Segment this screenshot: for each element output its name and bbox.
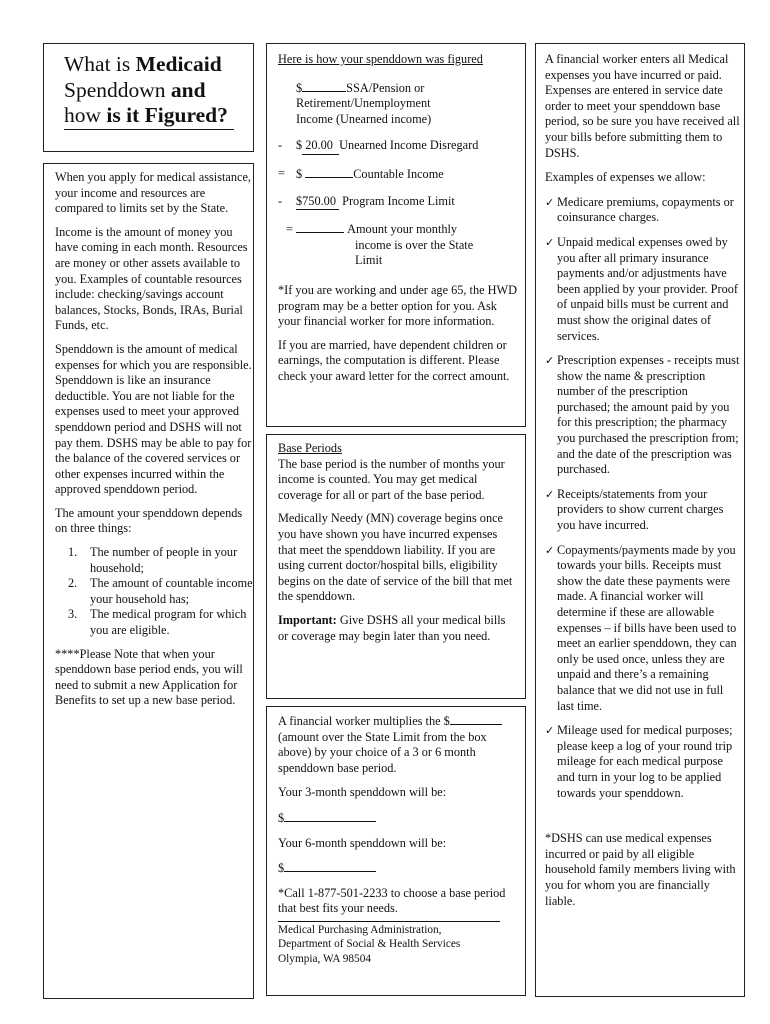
worker-paragraph: A financial worker enters all Medical expenses you have incurred or paid. Expenses are entered in service date order to meet your spenddown base period, so be sure you have received all your bills before submitting them to DSHS. bbox=[545, 52, 740, 160]
ssa-line-3: Income (Unearned income) bbox=[296, 111, 432, 126]
base-periods-heading: Base Periods bbox=[278, 441, 342, 455]
coverage-paragraph: Medically Needy (MN) coverage begins once you have shown you have incurred expenses that meet the spenddown liability. If you are using current doctor/hospital bills, eligibility begins on the date of service of the bill that met the spenddown. bbox=[278, 511, 513, 604]
list-item: 2. The amount of countable income your household has; bbox=[68, 576, 253, 606]
married-paragraph: If you are married, have dependent children or earnings, the computation is different. Please check your award letter for the correct amount. bbox=[278, 337, 510, 383]
ssa-line-2: Retirement/Unemployment bbox=[296, 96, 431, 111]
hwd-paragraph: *If you are working and under age 65, the HWD program may be a better option for you. Ask your financial worker for more information. bbox=[278, 282, 518, 329]
income-paragraph: Income is the amount of money you have coming in each month. Resources are money or other assets available to you. Examples of countable resources include: checking/savings account balances, Stocks, Bonds, IRAs, Burial Funds, etc. bbox=[55, 224, 248, 333]
base-period-paragraph: The base period is the number of months your income is counted. You may get medical coverage for all or part of the base period. bbox=[278, 456, 505, 502]
multiplier-paragraph: A financial worker multiplies the $ (amount over the State Limit from the box above) by your choice of a 3 or 6 month spenddown base period. bbox=[278, 713, 520, 776]
list-item: ✓ Mileage used for medical purposes; please keep a log of your round trip mileage for each medical purpose and turn in your log to be applied towards your spenddown. bbox=[545, 723, 733, 800]
limit-line: - $750.00 Program Income Limit bbox=[278, 194, 520, 211]
checkmark-icon: ✓ bbox=[545, 235, 555, 249]
page-title: What is Medicaid Spenddown and how is it Figured? bbox=[64, 52, 234, 130]
list-item: 1. The number of people in your household; bbox=[68, 545, 238, 575]
six-month-field: $ bbox=[278, 860, 520, 877]
calculation-heading: Here is how your spenddown was figured bbox=[278, 52, 483, 66]
examples-heading: Examples of expenses we allow: bbox=[545, 170, 706, 185]
note-paragraph: ****Please Note that when your spenddown base period ends, you will need to submit a new Application for Benefits to set up a new base period. bbox=[55, 646, 243, 708]
list-item: 3. The medical program for which you are eligible. bbox=[68, 607, 247, 638]
intro-paragraph: When you apply for medical assistance, your income and resources are compared to limits set by the State. bbox=[55, 170, 251, 216]
over-limit-line-3: Limit bbox=[355, 253, 383, 268]
depends-paragraph: The amount your spenddown depends on three things: bbox=[55, 505, 243, 536]
title-box bbox=[43, 43, 254, 152]
list-item: ✓ Receipts/statements from your providers to show current charges you have incurred. bbox=[545, 486, 724, 533]
disregard-line: - $ 20.00 Unearned Income Disregard bbox=[278, 138, 520, 155]
six-month-label: Your 6-month spenddown will be: bbox=[278, 835, 447, 850]
checkmark-icon: ✓ bbox=[545, 724, 555, 738]
checkmark-icon: ✓ bbox=[545, 487, 555, 501]
household-paragraph: *DSHS can use medical expenses incurred or paid by all eligible household family members living with you for whom you are financially liable. bbox=[545, 831, 736, 908]
checkmark-icon: ✓ bbox=[545, 195, 555, 209]
expenses-box bbox=[535, 43, 745, 997]
three-month-field: $ bbox=[278, 810, 520, 827]
countable-line: = $ Countable Income bbox=[278, 165, 444, 181]
checkmark-icon: ✓ bbox=[545, 543, 555, 557]
address-block: Medical Purchasing Administration, Department of Social & Health Services Olympia, WA 98504 bbox=[278, 923, 461, 965]
three-month-label: Your 3-month spenddown will be: bbox=[278, 785, 447, 800]
call-paragraph: *Call 1-877-501-2233 to choose a base period that best fits your needs. bbox=[278, 885, 506, 916]
list-item: ✓ Copayments/payments made by you towards your bills. Receipts must show the date these payments were made. A financial worker will determine if these are allowable expenses – if bills have been used to meet an earlier spenddown, they can only be used once, unless they are unpaid and there’s a remaining balance that we did not use in full last time. bbox=[545, 542, 737, 713]
list-item: ✓ Unpaid medical expenses owed by you after all primary insurance payments and/or adjustments have been applied by your provider. Proof of unpaid bills must be current and must show the original dates of services. bbox=[545, 234, 738, 343]
base-periods-box bbox=[266, 434, 526, 699]
intro-box bbox=[43, 163, 254, 999]
ssa-line: $ SSA/Pension or bbox=[296, 80, 425, 95]
over-limit-line-2: income is over the State bbox=[355, 237, 474, 252]
checkmark-icon: ✓ bbox=[545, 354, 555, 368]
calculation-box bbox=[266, 43, 526, 427]
multiplier-box bbox=[266, 706, 526, 996]
divider bbox=[278, 921, 500, 922]
over-limit-line: = Amount your monthly bbox=[286, 222, 458, 237]
spenddown-paragraph: Spenddown is the amount of medical expenses for which you are responsible. Spenddown is like an insurance deductible. You are not liable for the expenses used to meet your approved spenddown period and DSHS will not pay them. DSHS may be able to pay for the balance of the covered services or other expenses incurred within the approved spenddown period. bbox=[55, 341, 252, 497]
factors-list bbox=[55, 545, 255, 639]
list-item: ✓ Medicare premiums, copayments or coinsurance charges. bbox=[545, 194, 734, 225]
important-paragraph: Important: Give DSHS all your medical bills or coverage may begin later than you need. bbox=[278, 612, 506, 643]
list-item: ✓ Prescription expenses - receipts must show the name & prescription number of the prescription purchased; the amount paid by you for this prescription; the pharmacy you purchased the prescription from; and the date of the prescription was purchased. bbox=[545, 353, 740, 477]
